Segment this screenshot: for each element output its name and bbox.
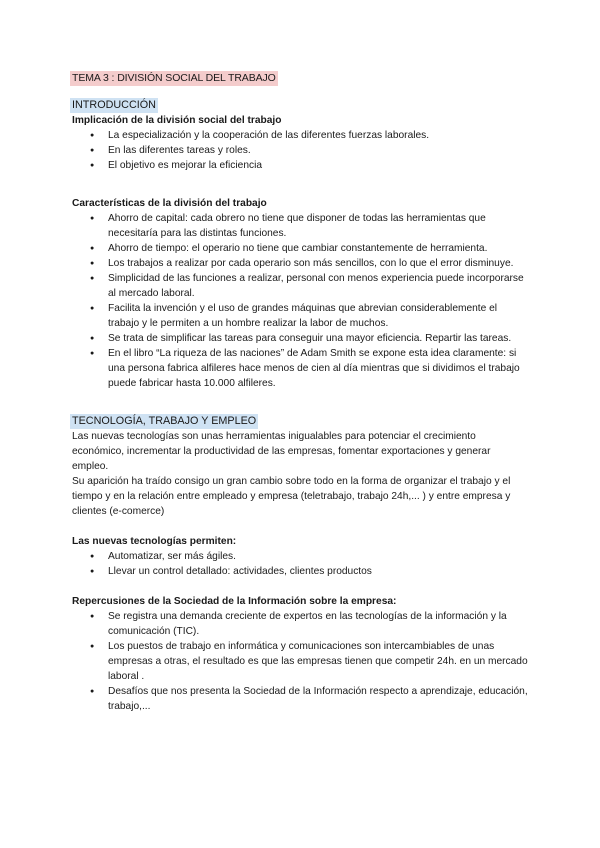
intro-heading-text: INTRODUCCIÓN: [72, 99, 156, 111]
list-item: ● La especialización y la cooperación de las diferentes fuerzas laborales.: [72, 128, 528, 143]
intro-list: [72, 128, 528, 173]
list-item: ● Se registra una demanda creciente de expertos en las tecnologías de la información y la comunicación (TIC).: [72, 609, 528, 639]
repercusiones-list: [72, 609, 528, 714]
tecnologia-heading-text: TECNOLOGÍA, TRABAJO Y EMPLEO: [72, 415, 257, 427]
list-item: ● Se trata de simplificar las tareas para conseguir una mayor eficiencia. Repartir las tareas.: [72, 331, 528, 346]
list-item: ● Llevar un control detallado: actividades, clientes productos: [72, 564, 528, 579]
list-item: ● Ahorro de tiempo: el operario no tiene que cambiar constantemente de herramienta.: [72, 241, 528, 256]
caracteristicas-list: [72, 211, 528, 391]
list-item: ● Ahorro de capital: cada obrero no tiene que disponer de todas las herramientas que necesitaría para las distintas funciones.: [72, 211, 528, 241]
tecnologia-heading: [72, 414, 528, 429]
tecnologia-paragraph-1: Las nuevas tecnologías son unas herramientas inigualables para potenciar el crecimiento económico, incrementar la productividad de las empresas, fomentar exportaciones y generar empleo.: [72, 431, 491, 472]
permiten-heading: Las nuevas tecnologías permiten:: [72, 536, 237, 547]
permiten-list: [72, 549, 528, 579]
list-item: ● El objetivo es mejorar la eficiencia: [72, 158, 528, 173]
intro-subheading: Implicación de la división social del trabajo: [72, 115, 282, 126]
tecnologia-paragraph-2: Su aparición ha traído consigo un gran cambio sobre todo en la forma de organizar el trabajo y el tiempo y en la relación entre empleado y empresa (teletrabajo, trabajo 24h,... ) y entre empresa y clientes (e-comerce): [72, 476, 511, 517]
repercusiones-heading: Repercusiones de la Sociedad de la Información sobre la empresa:: [72, 596, 397, 607]
caracteristicas-heading: Características de la división del trabajo: [72, 198, 267, 209]
document-content: [72, 71, 528, 714]
list-item: ● Automatizar, ser más ágiles.: [72, 549, 528, 564]
document-title-text: TEMA 3 : DIVISIÓN SOCIAL DEL TRABAJO: [72, 72, 276, 84]
document-title: [72, 71, 528, 86]
list-item: ● Los puestos de trabajo en informática y comunicaciones son intercambiables de unas empresas a otras, el resultado es que las empresas tienen que competir 24h. en un mercado laboral .: [72, 639, 528, 684]
list-item: ● En el libro “La riqueza de las naciones” de Adam Smith se expone esta idea claramente: si una persona fabrica alfileres hace menos de cien al día mientras que si dividimos el trabajo puede fabricar hasta 10.000 alfileres.: [72, 346, 528, 391]
list-item: ● En las diferentes tareas y roles.: [72, 143, 528, 158]
list-item: ● Desafíos que nos presenta la Sociedad de la Información respecto a aprendizaje, educación, trabajo,...: [72, 684, 528, 714]
list-item: ● Facilita la invención y el uso de grandes máquinas que abrevian considerablemente el trabajo y le permiten a un hombre realizar la labor de muchos.: [72, 301, 528, 331]
list-item: ● Los trabajos a realizar por cada operario son más sencillos, con lo que el error disminuye.: [72, 256, 528, 271]
intro-heading: [72, 98, 528, 113]
list-item: ● Simplicidad de las funciones a realizar, personal con menos experiencia puede incorporarse al mercado laboral.: [72, 271, 528, 301]
